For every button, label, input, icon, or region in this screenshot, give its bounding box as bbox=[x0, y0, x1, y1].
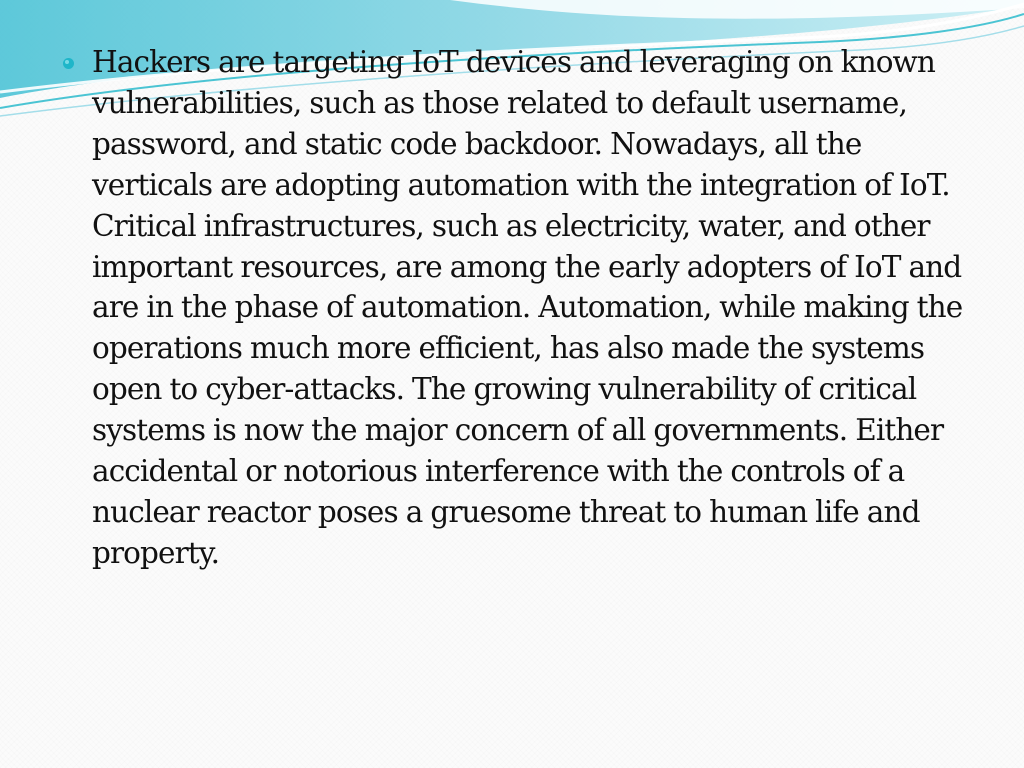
bullet-text: Hackers are targeting IoT devices and leveraging on known vulnerabilities, such as those related to default username, password, and static code backdoor. Nowadays, all the verticals are adopting automation with the integration of IoT. Critical infrastructures, such as electricity, water, and other important resources, are among the early adopters of IoT and are in the phase of automation. Automation, while making the operations much more efficient, has also made the systems open to cyber-attacks. The growing vulnerability of critical systems is now the major concern of all governments. Either accidental or notorious interference with the controls of a nuclear reactor poses a gruesome threat to human life and property. bbox=[92, 45, 963, 570]
bullet-item bbox=[62, 42, 972, 574]
slide-body bbox=[62, 42, 972, 574]
bullet-dot-icon bbox=[62, 57, 75, 70]
